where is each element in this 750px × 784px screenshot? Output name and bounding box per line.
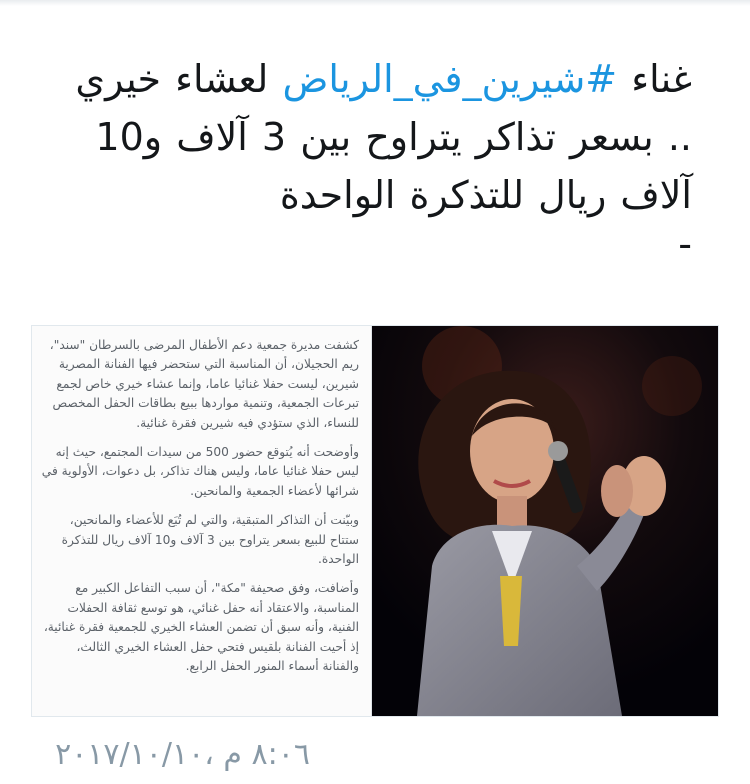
tweet-media-image[interactable]	[31, 325, 719, 717]
article-text-panel	[32, 326, 372, 716]
tweet-text	[42, 50, 692, 264]
tweet-trailing-mark: -	[678, 222, 692, 266]
top-bar-fade	[0, 0, 750, 6]
hashtag-link[interactable]: #شيرين_في_الرياض	[282, 57, 618, 101]
singer-illustration	[372, 326, 718, 716]
tweet-timestamp: ٨:٠٦ م ،٢٠١٧/١٠/١٠	[55, 737, 310, 772]
article-paragraph: وأضافت، وفق صحيفة "مكة"، أن سبب التفاعل الكبير مع المناسبة، والاعتقاد أنه حفل غنائي، هو توسع ثقافة الحفلات الفنية، وأنه سبق أن تضمن العشاء الخيري للجمعية فقرة غنائية، إذ أحيت الفنانة بلقيس فتحي حفل العشاء الخيري الثالث، والفنانة أسماء المنور الحفل الرابع.	[43, 581, 359, 674]
singer-photo	[372, 326, 718, 716]
tweet-text-start: غناء	[617, 57, 692, 101]
article-paragraph: وأوضحت أنه يُتوقع حضور 500 من سيدات المجتمع، حيث إنه ليس حفلا غنائيا عاما، وليس هناك تذاكر، بل دعوات، الأولوية في شرائها لأعضاء الجمعية والمانحين.	[41, 445, 359, 498]
tweet-text-end: لعشاء خيري .. بسعر تذاكر يتراوح بين 3 آلاف و10 آلاف ريال للتذكرة الواحدة	[75, 57, 692, 217]
article-paragraph: وبيّنت أن التذاكر المتبقية، والتي لم تُبَع للأعضاء والمانحين، ستتاح للبيع بسعر يتراوح بين 3 آلاف و10 آلاف ريال للتذكرة الواحدة.	[61, 513, 359, 567]
article-paragraph: كشفت مديرة جمعية دعم الأطفال المرضى بالسرطان "سند"، ريم الحجيلان، أن المناسبة التي ستحضر فيها الفنانة المصرية شيرين، ليست حفلا غنائيا عاما، وإنما عشاء خيري خاص لجمع تبرعات الجمعية، وتنمية مواردها ببيع بطاقات الحفل المخصص للنساء، الذي ستؤدي فيه شيرين فقرة غنائية.	[49, 338, 359, 430]
